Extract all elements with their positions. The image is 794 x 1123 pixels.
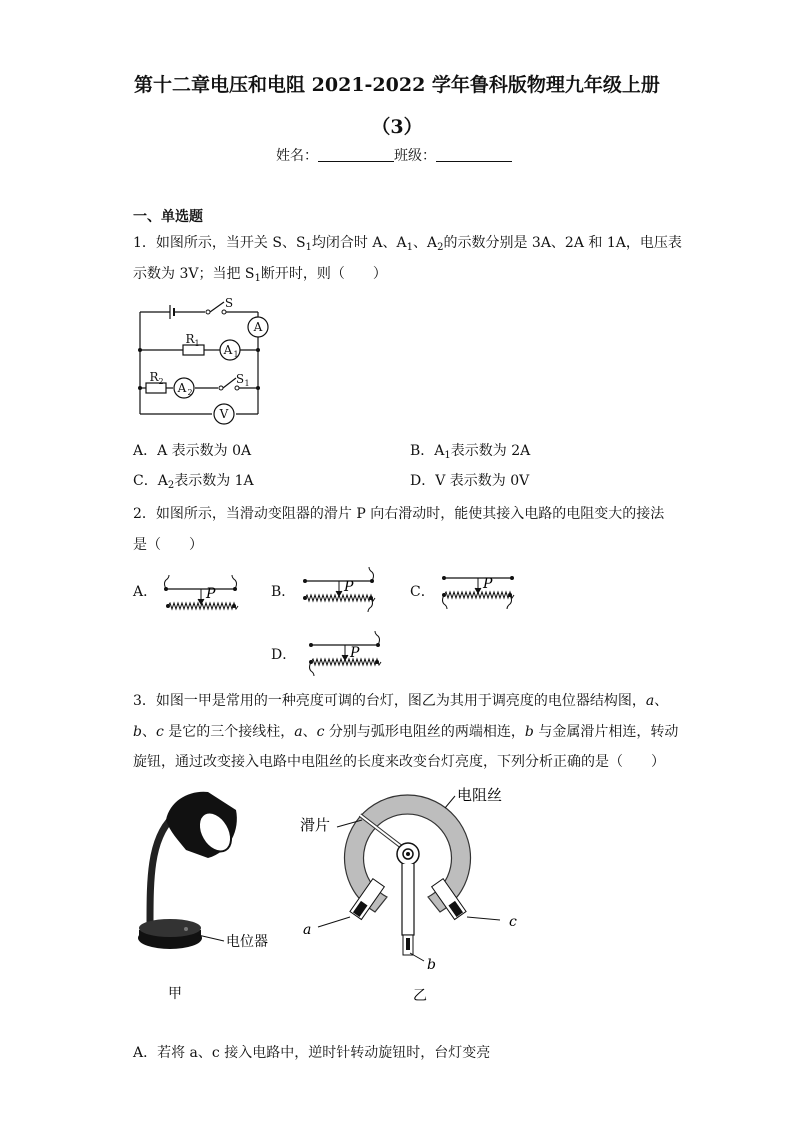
- q3-option-A[interactable]: A．若将 a、c 接入电路中，逆时针转动旋钮时，台灯变亮: [133, 1045, 491, 1061]
- ammeter-A-label: A: [253, 320, 263, 334]
- q3-var: b: [524, 724, 534, 740]
- q3-text: 分别与弧形电阻丝的两端相连，: [324, 724, 525, 740]
- section-heading: 一、单选题: [133, 209, 203, 225]
- option-text: 表示数为 1A: [174, 473, 254, 489]
- subscript: 1: [444, 450, 451, 461]
- q1-text: 断开时，则（ ）: [260, 266, 387, 282]
- slider-label-P: P: [206, 586, 216, 602]
- ammeter-A1-label: A: [223, 343, 233, 357]
- subscript: 1: [406, 242, 413, 253]
- potentiometer-diagram: [318, 795, 500, 961]
- q1-text: 1．如图所示，当开关 S、S: [133, 235, 306, 251]
- option-text: 表示数为 2A: [450, 443, 531, 459]
- q3-line3: 旋钮，通过改变接入电路中电阻丝的长度来改变台灯亮度，下列分析正确的是（ ）: [133, 754, 665, 770]
- q3-text: 、: [141, 724, 156, 740]
- ammeter-A2-label: A: [177, 381, 187, 395]
- q2-option-B-label[interactable]: B．: [271, 584, 296, 600]
- q3-text: 与金属滑片相连，转动: [533, 724, 679, 740]
- slider-label-P: P: [350, 645, 360, 661]
- name-label: 姓名：: [276, 148, 318, 164]
- q1-text: 的示数分别是 3A、2A 和 1A，电压表: [443, 235, 682, 251]
- option-text: B．A: [410, 443, 445, 459]
- terminal-a-label: a: [303, 922, 312, 938]
- slider-label-P: P: [483, 576, 493, 592]
- potentiometer-label: 电位器: [226, 934, 268, 950]
- subscript: 2: [167, 480, 175, 491]
- q3-text: 3．如图一甲是常用的一种亮度可调的台灯，图乙为其用于调亮度的电位器结构图，: [133, 693, 646, 709]
- resistor-R2-sub: 2: [158, 377, 164, 386]
- q3-text: 是它的三个接线柱，: [163, 724, 295, 740]
- q1-option-D[interactable]: D．V 表示数为 0V: [410, 473, 530, 489]
- switch-S-label: S: [224, 296, 234, 310]
- figure-yi-caption: 乙: [413, 988, 427, 1004]
- q2-line2: 是（ ）: [133, 537, 203, 553]
- resistance-wire-label: 电阻丝: [457, 786, 503, 804]
- voltmeter-label: V: [219, 407, 229, 421]
- q3-var: c: [155, 724, 164, 740]
- class-label: 班级：: [394, 148, 436, 164]
- q3-text: 、: [654, 693, 669, 709]
- slider-label: 滑片: [300, 816, 331, 834]
- q2-option-C-label[interactable]: C．: [410, 584, 435, 600]
- q3-var: a: [645, 693, 655, 709]
- subscript: 1: [254, 273, 261, 284]
- option-text: C．A: [133, 473, 168, 489]
- q2-option-D-label[interactable]: D．: [271, 647, 297, 663]
- terminal-b-label: b: [427, 957, 436, 973]
- q3-text: 、: [302, 724, 317, 740]
- subscript: 1: [305, 242, 312, 253]
- page-title-line2: （3）: [371, 116, 423, 138]
- q2-line1: 2．如图所示，当滑动变阻器的滑片 P 向右滑动时，能使其接入电路的电阻变大的接法: [133, 506, 665, 522]
- q3-var: c: [316, 724, 325, 740]
- q1-option-A[interactable]: A．A 表示数为 0A: [133, 443, 252, 459]
- q3-var: a: [294, 724, 303, 740]
- resistor-R1-label: R: [185, 332, 195, 346]
- figure-jia-caption: 甲: [168, 986, 182, 1002]
- q1-text: 、A: [412, 235, 438, 251]
- switch-S1-sub: 1: [244, 379, 250, 388]
- terminal-c-label: c: [509, 914, 517, 930]
- page-title: 第十二章电压和电阻 2021-2022 学年鲁科版物理九年级上册: [134, 74, 660, 96]
- desk-lamp-icon: [138, 792, 238, 949]
- q3-var: b: [133, 724, 142, 740]
- slider-label-P: P: [344, 579, 354, 595]
- q1-text: 示数为 3V；当把 S: [133, 266, 255, 282]
- ammeter-A1-sub: 1: [233, 350, 239, 359]
- ammeter-A2-sub: 2: [187, 388, 193, 397]
- switch-S1-label: S: [235, 372, 245, 386]
- q2-option-A-label[interactable]: A．: [133, 584, 158, 600]
- resistor-R1-sub: 1: [194, 339, 200, 348]
- subscript: 2: [437, 242, 444, 253]
- resistor-R2-label: R: [149, 370, 159, 384]
- q1-text: 均闭合时 A、A: [311, 235, 407, 251]
